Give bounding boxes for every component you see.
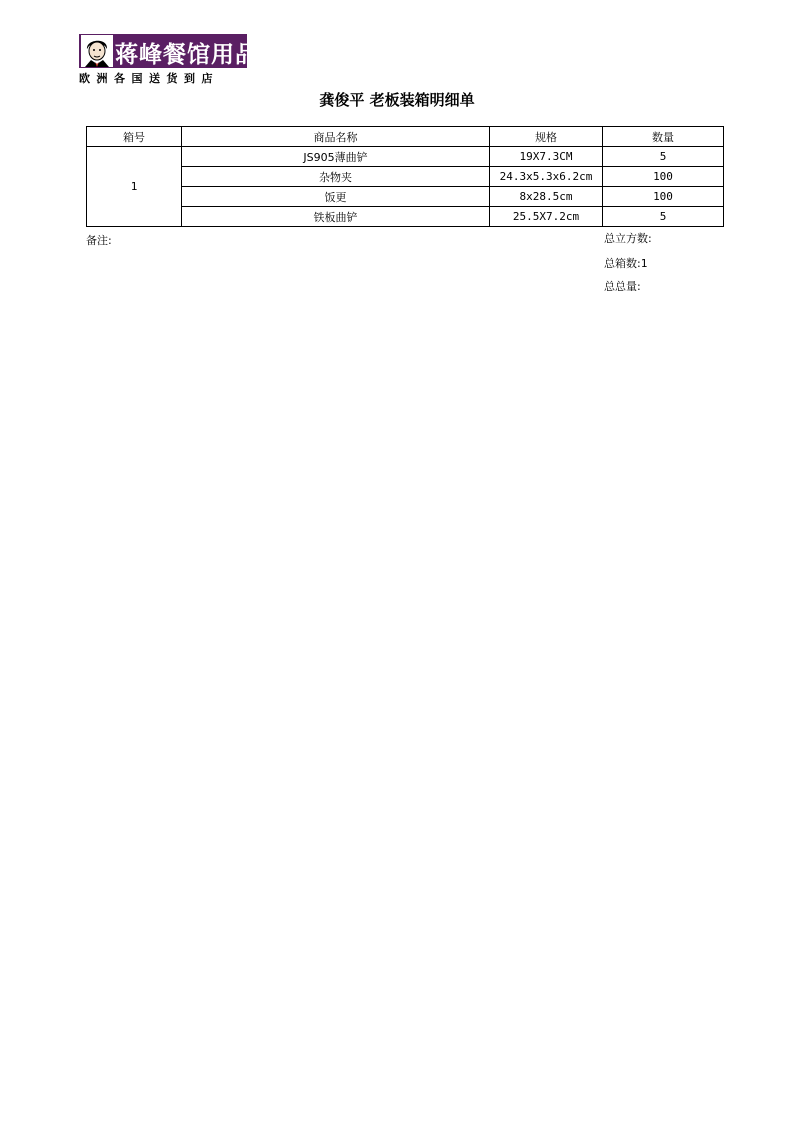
logo-band bbox=[79, 34, 259, 68]
header-quantity: 数量 bbox=[603, 127, 724, 147]
product-name-cell: 铁板曲铲 bbox=[182, 207, 490, 227]
product-name-cell: JS905薄曲铲 bbox=[182, 147, 490, 167]
spec-cell: 19X7.3CM bbox=[490, 147, 603, 167]
portrait-icon bbox=[81, 35, 113, 67]
box-number-cell: 1 bbox=[87, 147, 182, 227]
table-header-row bbox=[87, 127, 724, 147]
total-boxes-label: 总箱数: bbox=[604, 257, 641, 270]
quantity-cell: 5 bbox=[603, 207, 724, 227]
quantity-cell: 5 bbox=[603, 147, 724, 167]
product-name-cell: 杂物夹 bbox=[182, 167, 490, 187]
total-boxes bbox=[604, 255, 647, 271]
table-row bbox=[87, 187, 724, 207]
total-weight-label: 总总量: bbox=[604, 280, 641, 293]
table-row bbox=[87, 207, 724, 227]
notes-label: 备注: bbox=[86, 234, 112, 247]
page-title: 龚俊平 老板装箱明细单 bbox=[319, 91, 475, 109]
total-volume-label: 总立方数: bbox=[604, 232, 652, 245]
table-row bbox=[87, 167, 724, 187]
spec-cell: 25.5X7.2cm bbox=[490, 207, 603, 227]
header-product-name: 商品名称 bbox=[182, 127, 490, 147]
quantity-cell: 100 bbox=[603, 167, 724, 187]
header-box-no: 箱号 bbox=[87, 127, 182, 147]
company-logo bbox=[79, 34, 259, 85]
spec-cell: 8x28.5cm bbox=[490, 187, 603, 207]
table-row bbox=[87, 147, 724, 167]
logo-company-name: 蒋峰餐馆用品 bbox=[115, 42, 259, 68]
product-name-cell: 饭更 bbox=[182, 187, 490, 207]
packing-table bbox=[86, 126, 724, 227]
header-spec: 规格 bbox=[490, 127, 603, 147]
total-boxes-value: 1 bbox=[640, 257, 648, 270]
spec-cell: 24.3x5.3x6.2cm bbox=[490, 167, 603, 187]
quantity-cell: 100 bbox=[603, 187, 724, 207]
logo-tagline: 欧洲各国送货到店 bbox=[79, 72, 219, 85]
